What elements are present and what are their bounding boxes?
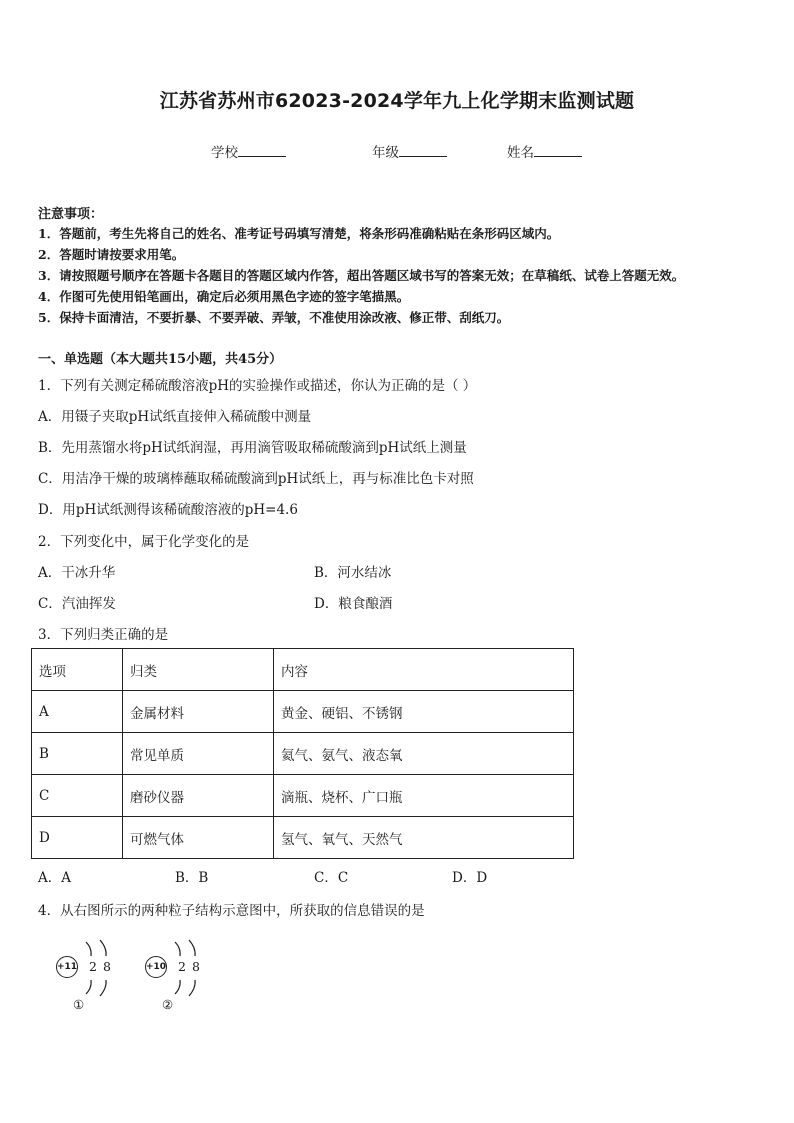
- table-cell: 黄金、硬铝、不锈钢: [274, 691, 574, 733]
- shell-electron-count: 8: [103, 959, 111, 974]
- grade-label: 年级: [372, 145, 399, 161]
- table-header-cell: 内容: [274, 649, 574, 691]
- table-row: [32, 733, 574, 775]
- table-cell: C: [32, 775, 123, 817]
- nucleus-circle: +10: [145, 956, 167, 978]
- table-cell: 常见单质: [123, 733, 274, 775]
- table-cell: 滴瓶、烧杯、广口瓶: [274, 775, 574, 817]
- notice-item: 5．保持卡面清洁，不要折暴、不要弄破、弄皱，不准使用涂改液、修正带、刮纸刀。: [38, 310, 510, 325]
- question-1-option-c: C．用洁净干燥的玻璃棒蘸取稀硫酸滴到pH试纸上，再与标准比色卡对照: [38, 471, 474, 487]
- notice-item: 4．作图可先使用铅笔画出，确定后必须用黑色字迹的签字笔描黑。: [38, 289, 410, 304]
- question-3-option-b: B．B: [175, 870, 209, 886]
- table-cell: 金属材料: [123, 691, 274, 733]
- question-2-option-d: D．粮食酿酒: [314, 596, 393, 612]
- table-row: [32, 775, 574, 817]
- shell-electron-count: 2: [89, 959, 97, 974]
- school-blank: [238, 144, 286, 157]
- notice-item: 3．请按照题号顺序在答题卡各题目的答题区域内作答，超出答题区域书写的答案无效；在草稿纸、试卷上答题无效。: [38, 268, 685, 283]
- table-cell: D: [32, 817, 123, 859]
- table-header-row: [32, 649, 574, 691]
- notice-item: 2．答题时请按要求用笔。: [38, 247, 185, 262]
- question-1-option-b: B．先用蒸馏水将pH试纸润湿，再用滴管吸取稀硫酸滴到pH试纸上测量: [38, 440, 467, 456]
- question-2-option-c: C．汽油挥发: [38, 596, 116, 612]
- question-3-option-c: C．C: [314, 870, 349, 886]
- notice-item: 1．答题前，考生先将自己的姓名、准考证号码填写清楚，将条形码准确粘贴在条形码区域内。: [38, 226, 560, 241]
- name-field: [507, 141, 582, 161]
- question-1-stem: 1．下列有关测定稀硫酸溶液pH的实验操作或描述，你认为正确的是（ ）: [38, 378, 477, 394]
- question-3-stem: 3．下列归类正确的是: [38, 627, 169, 643]
- shell-electron-count: 8: [192, 959, 200, 974]
- question-3-option-a: A．A: [38, 870, 71, 886]
- notice-heading: 注意事项：: [38, 207, 104, 222]
- table-cell: A: [32, 691, 123, 733]
- table-cell: B: [32, 733, 123, 775]
- table-header-cell: 归类: [123, 649, 274, 691]
- question-2-option-a: A．干冰升华: [38, 565, 116, 581]
- question-2-option-b: B．河水结冰: [314, 565, 392, 581]
- question-3-option-d: D．D: [452, 870, 488, 886]
- shell-electron-count: 2: [178, 959, 186, 974]
- section-title: 一、单选题（本大题共15小题，共45分）: [38, 352, 283, 367]
- classification-table: [31, 648, 574, 859]
- exam-title: 江苏省苏州市62023-2024学年九上化学期末监测试题: [159, 90, 635, 112]
- name-label: 姓名: [507, 145, 534, 161]
- table-header-cell: 选项: [32, 649, 123, 691]
- grade-field: [372, 141, 447, 161]
- grade-blank: [399, 144, 447, 157]
- nucleus-circle: +11: [56, 956, 78, 978]
- table-cell: 可燃气体: [123, 817, 274, 859]
- particle-label: ①: [73, 997, 85, 1012]
- table-cell: 磨砂仪器: [123, 775, 274, 817]
- question-2-stem: 2．下列变化中，属于化学变化的是: [38, 534, 250, 550]
- question-1-option-a: A．用镊子夹取pH试纸直接伸入稀硫酸中测量: [38, 409, 312, 425]
- particle-label: ②: [162, 997, 174, 1012]
- question-1-option-d: D．用pH试纸测得该稀硫酸溶液的pH=4.6: [38, 502, 298, 518]
- table-row: [32, 817, 574, 859]
- name-blank: [534, 144, 582, 157]
- table-row: [32, 691, 574, 733]
- question-4-stem: 4．从右图所示的两种粒子结构示意图中，所获取的信息错误的是: [38, 903, 425, 919]
- table-cell: 氢气、氧气、天然气: [274, 817, 574, 859]
- school-field: [211, 141, 286, 161]
- school-label: 学校: [211, 145, 238, 161]
- table-cell: 氦气、氨气、液态氧: [274, 733, 574, 775]
